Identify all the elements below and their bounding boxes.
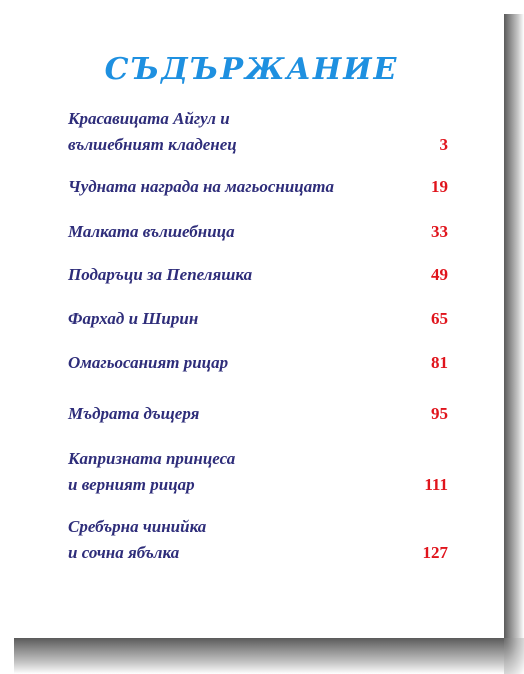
toc-entry-page-number: 111 [424, 475, 448, 494]
toc-entry-page-number: 49 [431, 265, 448, 284]
toc-entry-title-line: вълшебният кладенец [68, 135, 237, 154]
toc-entry-title-line: Сребърна чинийка [68, 517, 207, 536]
toc-entry [68, 401, 448, 427]
toc-entry [68, 174, 448, 200]
toc-entry [68, 219, 448, 245]
toc-entry-title-line: и верният рицар [68, 475, 195, 494]
toc-entry-title-line: Фархад и Ширин [68, 309, 199, 328]
toc-entry [68, 106, 448, 158]
page-title: СЪДЪРЖАНИЕ [104, 52, 399, 87]
toc-entry [68, 306, 448, 332]
toc-entry-title-line: Малката вълшебница [68, 222, 235, 241]
toc-entry-title-line: и сочна ябълка [68, 543, 180, 562]
toc-entry [68, 446, 448, 498]
toc-entry-page-number: 127 [422, 543, 448, 562]
toc-entry-title-line: Капризната принцеса [68, 449, 236, 468]
toc-entry-page-number: 19 [431, 177, 448, 196]
toc-entry-page-number: 33 [431, 222, 448, 241]
toc-entry [68, 350, 448, 376]
toc-entry-page-number: 3 [439, 135, 448, 154]
toc-entry-title-line: Подаръци за Пепеляшка [68, 265, 253, 284]
toc-entry [68, 514, 448, 566]
toc-entry-title-line: Красавицата Айгул и [68, 109, 230, 128]
page-shadow-corner [504, 638, 524, 674]
toc-entry-page-number: 81 [431, 353, 448, 372]
toc-entry-title-line: Чудната награда на магьосницата [68, 177, 334, 196]
toc-entry [68, 262, 448, 288]
toc-entry-page-number: 95 [431, 404, 448, 423]
toc-entry-page-number: 65 [431, 309, 448, 328]
page-shadow-bottom [14, 638, 524, 674]
page-shadow-right [504, 14, 524, 674]
toc-entry-title-line: Мъдрата дъщеря [68, 404, 200, 423]
toc-entry-title-line: Омагьосаният рицар [68, 353, 229, 372]
